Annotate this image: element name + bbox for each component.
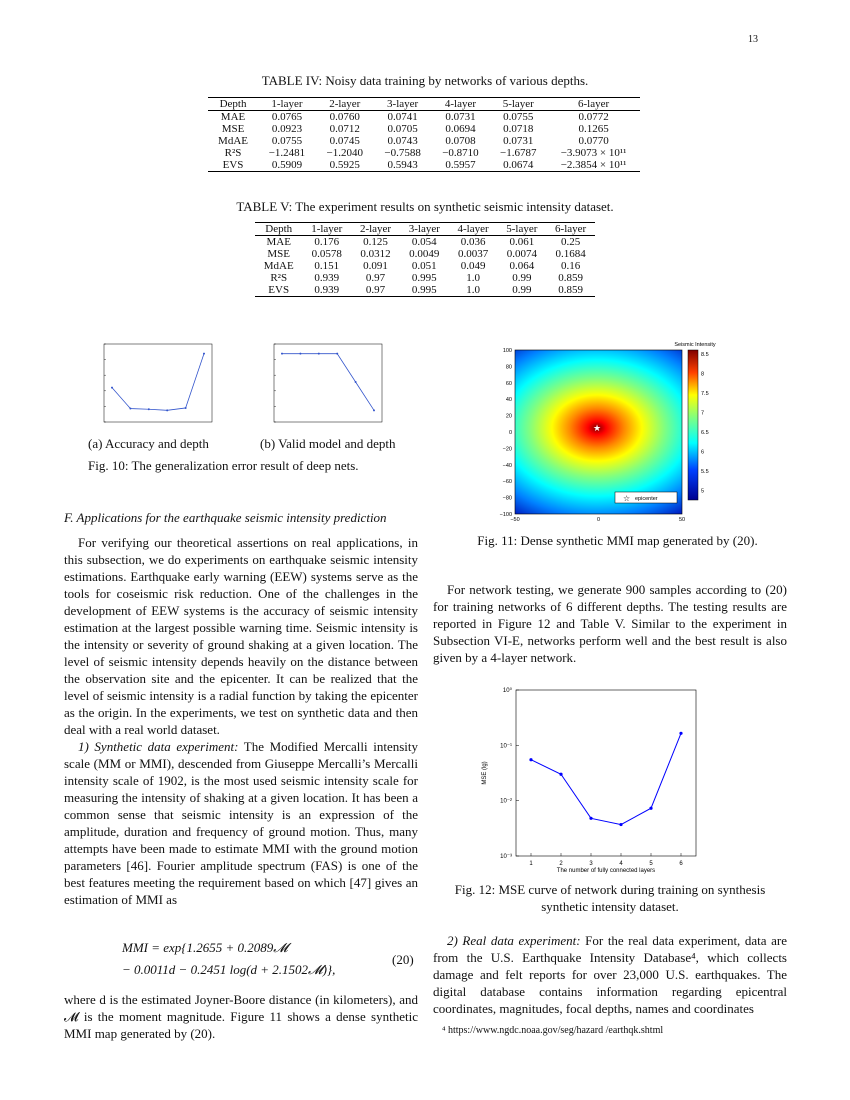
table-row: [255, 284, 595, 297]
heatmap-y-tick: 0: [508, 430, 512, 436]
table-cell: 0.0760: [329, 111, 360, 123]
table-cell: −3.9073 × 10¹¹: [560, 147, 627, 159]
table-cell: 0.25: [560, 236, 581, 248]
fig11-heatmap: [490, 338, 730, 524]
table-cell: 0.036: [460, 236, 486, 248]
table-cell: EVS: [222, 159, 244, 171]
heatmap-y-tick: 60: [505, 380, 512, 387]
table-cell: MSE: [221, 123, 245, 135]
table-row: [255, 272, 595, 284]
table-cell: −1.2040: [326, 147, 364, 159]
table5-header-row: [255, 223, 595, 236]
table4-header-row: [208, 98, 640, 111]
table-cell: −0.7588: [384, 147, 421, 159]
colorbar-tick: 8.5: [701, 352, 709, 358]
colorbar-tick: 6: [701, 449, 705, 456]
heatmap-y-tick: 40: [505, 397, 512, 404]
table4-header-0: Depth: [219, 98, 247, 110]
plot-frame: [516, 690, 696, 856]
x-tick-label: 3: [589, 861, 593, 867]
table-cell: MSE: [267, 248, 290, 260]
table-cell: −1.2481: [268, 147, 306, 159]
equation-line-2: − 0.0011d − 0.2451 log(d + 2.1502𝓜)},: [122, 962, 336, 977]
table-cell: MAE: [266, 236, 291, 248]
table-cell: 0.97: [365, 272, 386, 284]
colorbar-tick: 7: [701, 410, 705, 417]
table-cell: 0.5909: [271, 159, 303, 171]
table-cell: 0.939: [314, 272, 340, 284]
legend-label: epicenter: [635, 496, 658, 502]
table4-caption: TABLE IV: Noisy data training by networks of various depths.: [261, 73, 589, 88]
table-cell: 0.995: [411, 272, 437, 284]
thumb-data-point: [299, 353, 301, 355]
table-row: [208, 123, 640, 135]
table-cell: 0.064: [509, 260, 535, 272]
x-tick-label: 5: [649, 861, 653, 867]
x-tick-label: 1: [529, 861, 533, 867]
right-para-1: For network testing, we generate 900 samples according to (20) for training networks of 6 different depths. The testing results are reported in Figure 12 and Table V. Similar to the experiment in Subsection VI-E, networks perform well and the best result is also given by a 4-layer network.: [433, 582, 787, 665]
table-cell: 0.0745: [329, 135, 360, 147]
table-cell: 0.049: [460, 260, 486, 272]
left-column-text: [64, 534, 418, 908]
fig10b-subcaption: (b) Valid model and depth: [260, 436, 396, 451]
table-cell: 0.125: [363, 236, 388, 248]
fig12-caption-line1: Fig. 12: MSE curve of network during training on synthesis: [454, 882, 766, 897]
colorbar-tick: 6.5: [701, 430, 709, 436]
synthetic-exp-heading: 1) Synthetic data experiment:: [78, 739, 239, 754]
table-cell: 0.0049: [409, 248, 440, 260]
x-axis-label: The number of fully connected layers: [556, 868, 656, 874]
left-para-3: where d is the estimated Joyner-Boore distance (in kilometers), and 𝓜 is the moment magnitude. Figure 11 shows a dense synthetic MMI map generated by (20).: [64, 992, 418, 1041]
right-para-1-wrap: [433, 581, 787, 666]
table-cell: 0.0770: [578, 135, 609, 147]
x-tick-label: 2: [559, 861, 563, 867]
table5-header-4: 4-layer: [457, 223, 489, 235]
table-cell: 0.0731: [503, 135, 534, 147]
table-cell: 0.176: [314, 236, 340, 248]
table4-header-3: 3-layer: [387, 98, 419, 110]
table-cell: 0.0755: [271, 135, 303, 147]
table-cell: 0.5925: [329, 159, 360, 171]
fig12-caption-line2: synthetic intensity dataset.: [541, 899, 679, 914]
table-row: [208, 111, 640, 124]
fig10a-chart: [88, 340, 218, 430]
table5-header-0: Depth: [265, 223, 293, 235]
thumb-data-point: [203, 353, 205, 355]
heatmap-y-tick: −40: [502, 462, 512, 469]
table-cell: MdAE: [263, 260, 294, 272]
table-cell: 0.0694: [445, 123, 476, 135]
heatmap-y-tick: −100: [499, 512, 512, 518]
table-cell: 0.99: [512, 272, 532, 284]
heatmap-x-tick: 50: [678, 517, 686, 523]
thumb-data-point: [355, 381, 357, 383]
table-row: [208, 159, 640, 172]
table5-header-2: 2-layer: [359, 223, 392, 235]
heatmap-y-tick: −20: [502, 446, 512, 453]
colorbar-title: Seismic Intensity: [674, 342, 716, 348]
table-cell: 0.0712: [329, 123, 360, 135]
x-tick-label: 4: [619, 861, 623, 867]
heatmap-y-tick: −80: [502, 495, 512, 502]
table-cell: 0.995: [411, 284, 437, 296]
table-row: [255, 236, 595, 249]
table-cell: 0.859: [558, 272, 583, 284]
table-cell: 0.1265: [578, 123, 609, 135]
table-cell: 0.0923: [271, 123, 303, 135]
heatmap-y-tick: 20: [505, 413, 512, 420]
data-point: [559, 773, 562, 776]
left-para-3-wrap: [64, 991, 418, 1042]
colorbar-tick: 5: [701, 488, 705, 495]
table4-header-5: 5-layer: [502, 98, 534, 110]
table-cell: 0.0312: [360, 248, 391, 260]
table-cell: 1.0: [466, 272, 480, 284]
thumb-data-point: [111, 387, 113, 389]
page-number: 13: [748, 34, 758, 45]
data-point: [529, 758, 532, 761]
table5-header-5: 5-layer: [506, 223, 538, 235]
table5: [255, 222, 595, 297]
footnote: ⁴ https://www.ngdc.noaa.gov/seg/hazard /earthqk.shtml: [442, 1025, 664, 1036]
table-cell: 0.16: [560, 260, 581, 272]
table4-header-6: 6-layer: [578, 98, 610, 110]
table5-header-3: 3-layer: [408, 223, 440, 235]
right-para-2-body: For the real data experiment, data are from the U.S. Earthquake Intensity Database⁴, which collects damage and felt reports for over 23,000 U.S. earthquakes. The digital database contains information regarding epicentral coordinates, magnitudes, focal depths, names and coordinates: [433, 933, 787, 1016]
heatmap-y-tick: −60: [502, 479, 512, 486]
thumb-data-point: [148, 408, 150, 410]
table5-header-1: 1-layer: [311, 223, 343, 235]
left-para-1: For verifying our theoretical assertions on real applications, in this subsection, we do experiments on earthquake seismic intensity estimations. Earthquake early warning (EEW) systems serve as the tools for coseismic risk reduction. One of the challenges in the development of EEW systems is the accuracy of seismic intensity estimation at the largest possible warning time. Seismic intensity is the intensity or severity of ground shaking at a given location. The level of seismic intensity depends heavily on the distance between the observation site and the epicenter. It can be realized that the level of seismic intensity is a radial function by taking the epicenter as the origin. In the experiments, we test on synthetic data and then deal with a real world dataset.: [64, 535, 418, 737]
colorbar: [688, 350, 698, 500]
table-cell: 0.051: [411, 260, 437, 272]
y-tick-label: 10⁻¹: [500, 743, 512, 750]
table-cell: 0.0037: [457, 248, 489, 260]
fig12-chart: [474, 678, 714, 874]
y-tick-label: 10⁻³: [500, 854, 512, 860]
colorbar-tick: 7.5: [701, 391, 709, 397]
series-line: [531, 733, 681, 824]
colorbar-tick: 5.5: [701, 469, 709, 475]
table-cell: 0.0705: [387, 123, 418, 135]
data-point: [589, 817, 592, 820]
fig10-caption: Fig. 10: The generalization error result of deep nets.: [88, 458, 359, 473]
thumb-data-point: [318, 353, 320, 355]
table-cell: 0.061: [509, 236, 535, 248]
fig11-caption: Fig. 11: Dense synthetic MMI map generated by (20).: [477, 533, 758, 548]
table-cell: EVS: [268, 284, 290, 296]
table5-caption: TABLE V: The experiment results on synthetic seismic intensity dataset.: [236, 199, 614, 214]
right-para-2-wrap: [433, 932, 787, 1017]
table-row: [255, 248, 595, 260]
table-cell: R²S: [270, 272, 288, 284]
table-cell: 0.0755: [503, 111, 534, 123]
table-cell: 0.0674: [503, 159, 534, 171]
table-cell: 0.97: [365, 284, 386, 296]
table-cell: 0.0731: [445, 111, 476, 123]
fig10a-subcaption: (a) Accuracy and depth: [88, 436, 209, 451]
table-cell: 0.0743: [387, 135, 418, 147]
epicenter-star-icon: ★: [592, 423, 602, 433]
table4: [208, 97, 640, 172]
left-para-2-body: The Modified Mercalli intensity scale (MM or MMI), descended from Giuseppe Mercalli’s Mercalli intensity scale of 1902, is the most used seismic intensity scale for measuring the intensity of shaking at a given location. It has been a common sense that seismic intensity is an expression of the amplitude, duration and frequency of ground motion. Thus, many attempts have been made to estimate MMI with the ground motion parameters [46]. Fourier amplitude spectrum (FAS) is one of the best features meeting the requirement based on which [47] gives an estimation of MMI as: [64, 739, 418, 907]
table-cell: 0.1684: [555, 248, 586, 260]
table-cell: MAE: [220, 111, 246, 123]
data-point: [679, 732, 682, 735]
heatmap-y-tick: 80: [505, 364, 512, 371]
real-exp-heading: 2) Real data experiment:: [447, 933, 581, 948]
section-f-title: F. Applications for the earthquake seismic intensity prediction: [64, 510, 387, 525]
table-cell: 0.0074: [506, 248, 537, 260]
table-cell: 0.151: [314, 260, 340, 272]
table4-header-4: 4-layer: [444, 98, 477, 110]
left-para-2: [64, 738, 418, 908]
x-tick-label: 6: [679, 861, 683, 867]
table-cell: MdAE: [218, 135, 248, 147]
legend-star-icon: ☆: [623, 494, 631, 503]
y-tick-label: 10⁰: [502, 688, 512, 694]
table4-header-1: 1-layer: [271, 98, 303, 110]
thumb-data-point: [373, 409, 375, 411]
table-cell: 0.99: [512, 284, 532, 296]
table-cell: 0.0578: [311, 248, 342, 260]
heatmap-x-tick: −50: [510, 517, 520, 523]
table-cell: 0.0765: [271, 111, 303, 123]
thumb-frame: [104, 344, 212, 422]
table-row: [255, 260, 595, 272]
thumb-frame: [274, 344, 382, 422]
table-cell: 0.0772: [578, 111, 609, 123]
table-cell: 0.859: [558, 284, 583, 296]
table-cell: −0.8710: [442, 147, 479, 159]
table-cell: 0.091: [363, 260, 388, 272]
table5-header-6: 6-layer: [555, 223, 587, 235]
thumb-data-point: [336, 353, 338, 355]
table-row: [208, 135, 640, 147]
table-cell: 0.0718: [503, 123, 534, 135]
heatmap-x-tick: 0: [596, 517, 601, 523]
y-tick-label: 10⁻²: [500, 798, 512, 805]
table-cell: −2.3854 × 10¹¹: [560, 159, 627, 171]
table-cell: −1.6787: [500, 147, 537, 159]
data-point: [649, 807, 652, 810]
thumb-data-point: [281, 353, 283, 355]
table-cell: 0.5957: [445, 159, 476, 171]
y-axis-label: MSE (lg): [482, 761, 488, 785]
data-point: [619, 823, 622, 826]
colorbar-tick: 8: [701, 371, 705, 378]
table-row: [208, 147, 640, 159]
table-cell: R²S: [224, 147, 242, 159]
equation-number: (20): [392, 952, 414, 967]
heatmap-y-tick: 100: [502, 348, 512, 354]
right-para-2: [433, 932, 787, 1017]
table4-header-2: 2-layer: [329, 98, 361, 110]
table-cell: 0.939: [314, 284, 340, 296]
thumb-series-line: [112, 354, 204, 411]
thumb-series-line: [282, 354, 374, 411]
table-cell: 1.0: [466, 284, 480, 296]
thumb-data-point: [185, 407, 187, 409]
table-cell: 0.5943: [387, 159, 418, 171]
table-cell: 0.054: [411, 236, 437, 248]
fig10b-chart: [258, 340, 388, 430]
thumb-data-point: [166, 409, 168, 411]
thumb-data-point: [129, 408, 131, 410]
equation-line-1: MMI = exp{1.2655 + 0.2089𝓜: [122, 940, 288, 955]
table-cell: 0.0741: [387, 111, 418, 123]
table-cell: 0.0708: [445, 135, 476, 147]
